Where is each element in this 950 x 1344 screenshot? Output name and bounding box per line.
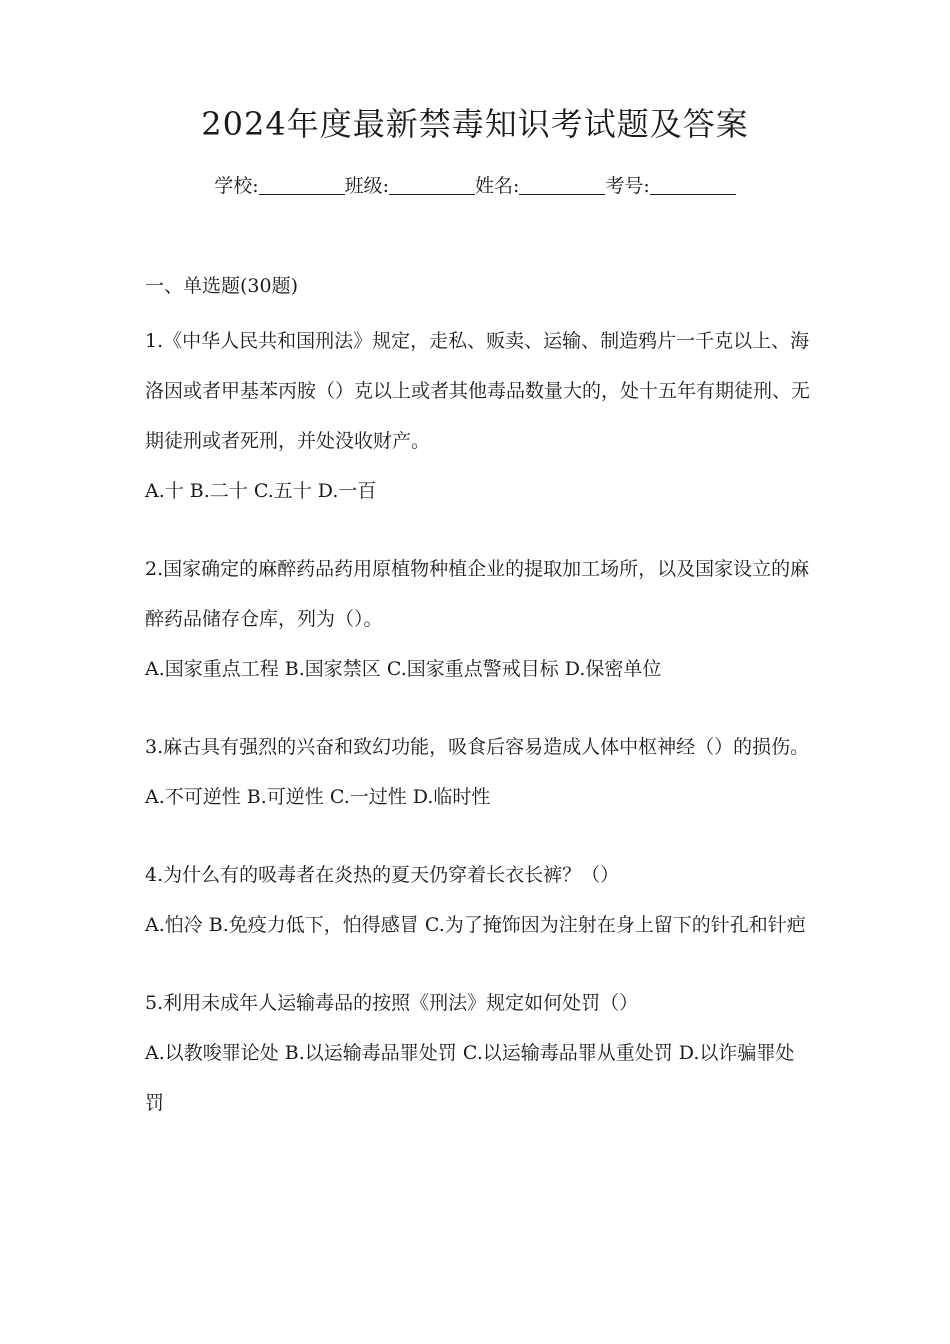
info-label-name: 姓名: [475, 175, 520, 197]
info-label-exam-number: 考号: [605, 175, 650, 197]
info-field-name [475, 170, 605, 202]
question-options: A.不可逆性 B.可逆性 C.一过性 D.临时性 [145, 786, 491, 808]
question-stem: 3.麻古具有强烈的兴奋和致幻功能，吸食后容易造成人体中枢神经（）的损伤。 [145, 736, 810, 758]
question-item [145, 978, 810, 1128]
info-label-class: 班级: [344, 175, 389, 197]
info-field-exam-number [605, 170, 735, 202]
question-stem: 5.利用未成年人运输毒品的按照《刑法》规定如何处罚（） [145, 992, 639, 1014]
question-item [145, 544, 810, 694]
name-blank [519, 174, 605, 195]
question-options: A.国家重点工程 B.国家禁区 C.国家重点警戒目标 D.保密单位 [145, 658, 662, 680]
exam-content [145, 268, 810, 1128]
question-stem: 4.为什么有的吸毒者在炎热的夏天仍穿着长衣长裤？（） [145, 864, 620, 886]
question-options: A.怕冷 B.免疫力低下，怕得感冒 C.为了掩饰因为注射在身上留下的针孔和针疤 [145, 914, 806, 936]
class-blank [389, 174, 475, 195]
document-title: 2024年度最新禁毒知识考试题及答案 [201, 105, 749, 143]
info-label-school: 学校: [214, 175, 259, 197]
info-field-school [214, 170, 344, 202]
question-stem: 2.国家确定的麻醉药品药用原植物种植企业的提取加工场所，以及国家设立的麻醉药品储存仓库，列为（）。 [145, 558, 810, 630]
student-info-line [0, 170, 950, 202]
question-options: A.十 B.二十 C.五十 D.一百 [145, 480, 377, 502]
question-item [145, 850, 810, 950]
question-item [145, 316, 810, 516]
section-heading: 一、单选题(30题) [145, 275, 299, 297]
question-options: A.以教唆罪论处 B.以运输毒品罪处罚 C.以运输毒品罪从重处罚 D.以诈骗罪处罚 [145, 1042, 795, 1114]
info-field-class [345, 170, 475, 202]
school-blank [259, 174, 345, 195]
question-stem: 1.《中华人民共和国刑法》规定，走私、贩卖、运输、制造鸦片一千克以上、海洛因或者甲基苯丙胺（）克以上或者其他毒品数量大的，处十五年有期徒刑、无期徒刑或者死刑，并处没收财产。 [145, 330, 811, 452]
question-item [145, 722, 810, 822]
exam-number-blank [650, 174, 736, 195]
